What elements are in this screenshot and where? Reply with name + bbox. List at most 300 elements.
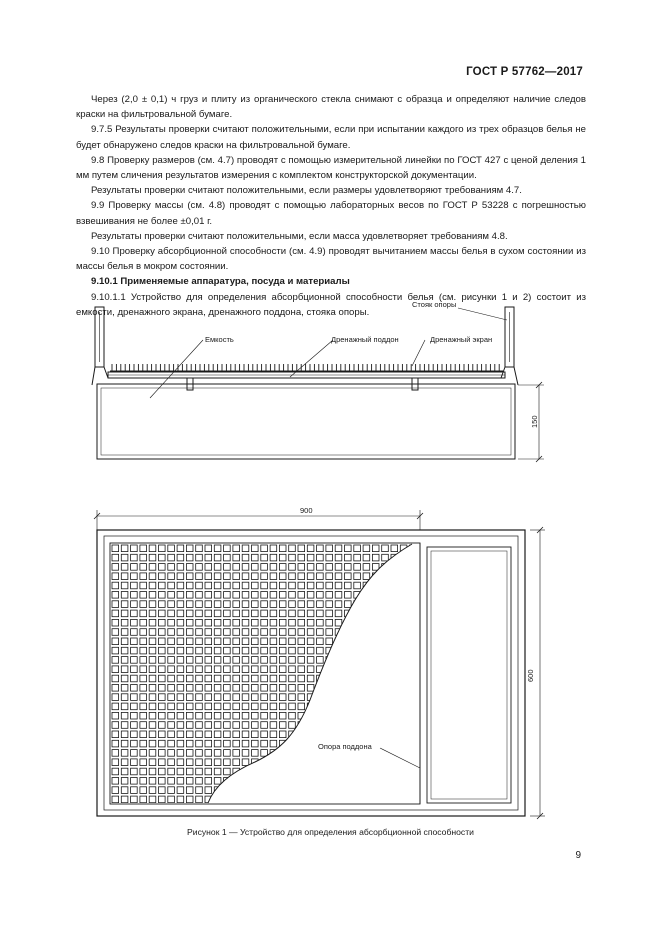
- grid-cell: [279, 610, 286, 617]
- grid-cell: [121, 759, 128, 766]
- grid-cell: [121, 564, 128, 571]
- grid-cell: [242, 787, 249, 794]
- grid-cell: [372, 554, 379, 561]
- grid-cell: [261, 796, 268, 803]
- grid-cell: [112, 545, 119, 552]
- grid-cell: [326, 582, 333, 589]
- grid-cell: [131, 750, 138, 757]
- grid-cell: [205, 712, 212, 719]
- grid-cell: [279, 592, 286, 599]
- grid-cell: [186, 629, 193, 636]
- grid-cell: [410, 647, 417, 654]
- grid-cell: [233, 685, 240, 692]
- grid-cell: [121, 787, 128, 794]
- grid-cell: [252, 768, 259, 775]
- grid-cell: [159, 768, 166, 775]
- grid-cell: [149, 703, 156, 710]
- grid-cell: [224, 564, 231, 571]
- grid-cell: [233, 759, 240, 766]
- grid-cell: [382, 629, 389, 636]
- grid-cell: [261, 787, 268, 794]
- grid-cell: [307, 610, 314, 617]
- grid-cell: [307, 666, 314, 673]
- grid-cell: [410, 750, 417, 757]
- grid-cell: [149, 750, 156, 757]
- grid-cell: [205, 703, 212, 710]
- grid-cell: [261, 685, 268, 692]
- grid-cell: [345, 666, 352, 673]
- grid-cell: [363, 712, 370, 719]
- grid-cell: [186, 610, 193, 617]
- grid-cell: [261, 712, 268, 719]
- grid-cell: [242, 554, 249, 561]
- grid-cell: [214, 601, 221, 608]
- grid-cell: [261, 750, 268, 757]
- grid-cell: [382, 592, 389, 599]
- grid-cell: [307, 796, 314, 803]
- grid-cell: [363, 601, 370, 608]
- grid-cell: [354, 545, 361, 552]
- grid-cell: [196, 778, 203, 785]
- grid-cell: [363, 703, 370, 710]
- grid-cell: [233, 647, 240, 654]
- grid-cell: [121, 573, 128, 580]
- grid-cell: [168, 685, 175, 692]
- paragraph: Через (2,0 ± 0,1) ч груз и плиту из органического стекла снимают с образца и определяют наличие следов краски на фильтровальной бумаге.: [76, 94, 586, 121]
- grid-cell: [233, 722, 240, 729]
- grid-cell: [270, 545, 277, 552]
- grid-cell: [252, 731, 259, 738]
- grid-cell: [149, 629, 156, 636]
- grid-cell: [121, 731, 128, 738]
- grid-cell: [335, 554, 342, 561]
- grid-cell: [410, 731, 417, 738]
- grid-cell: [279, 657, 286, 664]
- grid-cell: [298, 694, 305, 701]
- grid-cell: [233, 703, 240, 710]
- grid-cell: [168, 666, 175, 673]
- grid-cell: [363, 768, 370, 775]
- grid-cell: [112, 554, 119, 561]
- grid-cell: [307, 778, 314, 785]
- grid-cell: [410, 592, 417, 599]
- grid-cell: [168, 657, 175, 664]
- grid-cell: [186, 675, 193, 682]
- grid-cell: [410, 666, 417, 673]
- grid-cell: [345, 685, 352, 692]
- grid-cell: [261, 582, 268, 589]
- grid-cell: [400, 694, 407, 701]
- grid-cell: [168, 647, 175, 654]
- grid-cell: [400, 666, 407, 673]
- grid-cell: [382, 657, 389, 664]
- grid-cell: [345, 768, 352, 775]
- grid-cell: [326, 796, 333, 803]
- grid-cell: [363, 545, 370, 552]
- grid-cell: [233, 554, 240, 561]
- grid-cell: [279, 638, 286, 645]
- grid-cell: [391, 647, 398, 654]
- grid-cell: [140, 731, 147, 738]
- grid-cell: [382, 554, 389, 561]
- grid-cell: [391, 629, 398, 636]
- grid-cell: [121, 554, 128, 561]
- grid-cell: [168, 610, 175, 617]
- grid-cell: [354, 685, 361, 692]
- grid-cell: [224, 647, 231, 654]
- grid-cell: [298, 582, 305, 589]
- grid-cell: [317, 787, 324, 794]
- grid-cell: [391, 564, 398, 571]
- grid-cell: [261, 722, 268, 729]
- grid-cell: [372, 647, 379, 654]
- grid-cell: [242, 601, 249, 608]
- grid-cell: [382, 712, 389, 719]
- grid-cell: [112, 675, 119, 682]
- grid-cell: [196, 731, 203, 738]
- grid-cell: [261, 703, 268, 710]
- grid-cell: [410, 694, 417, 701]
- leader-screen: [412, 340, 425, 366]
- grid-cell: [177, 610, 184, 617]
- grid-cell: [317, 647, 324, 654]
- grid-cell: [391, 759, 398, 766]
- grid-cell: [270, 796, 277, 803]
- grid-cell: [279, 601, 286, 608]
- grid-cell: [363, 675, 370, 682]
- grid-cell: [196, 592, 203, 599]
- grid-cell: [279, 647, 286, 654]
- grid-cell: [205, 778, 212, 785]
- grid-cell: [112, 610, 119, 617]
- grid-cell: [410, 778, 417, 785]
- grid-cell: [121, 610, 128, 617]
- grid-cell: [391, 657, 398, 664]
- grid-cell: [382, 647, 389, 654]
- grid-cell: [242, 582, 249, 589]
- grid-cell: [224, 694, 231, 701]
- grid-cell: [233, 592, 240, 599]
- grid-cell: [159, 657, 166, 664]
- grid-cell: [410, 740, 417, 747]
- grid-cell: [186, 685, 193, 692]
- grid-cell: [307, 564, 314, 571]
- grid-cell: [186, 796, 193, 803]
- grid-cell: [317, 712, 324, 719]
- grid-cell: [242, 778, 249, 785]
- grid-cell: [252, 694, 259, 701]
- grid-cell: [149, 592, 156, 599]
- grid-cell: [363, 564, 370, 571]
- grid-cell: [335, 545, 342, 552]
- grid-cell: [410, 722, 417, 729]
- grid-cell: [224, 554, 231, 561]
- grid-cell: [307, 722, 314, 729]
- grid-cell: [196, 657, 203, 664]
- grid-cell: [289, 545, 296, 552]
- grid-cell: [289, 573, 296, 580]
- grid-cell: [149, 740, 156, 747]
- grid-cell: [252, 610, 259, 617]
- grid-cell: [242, 573, 249, 580]
- grid-cell: [326, 573, 333, 580]
- grid-cell: [354, 629, 361, 636]
- grid-cell: [335, 778, 342, 785]
- grid-cell: [391, 796, 398, 803]
- grid-cell: [298, 601, 305, 608]
- grid-cell: [168, 722, 175, 729]
- grid-cell: [298, 685, 305, 692]
- grid-cell: [205, 638, 212, 645]
- grid-cell: [279, 796, 286, 803]
- grid-cell: [326, 554, 333, 561]
- grid-cell: [391, 610, 398, 617]
- grid-cell: [410, 638, 417, 645]
- grid-cell: [345, 675, 352, 682]
- grid-cell: [252, 657, 259, 664]
- grid-cell: [242, 712, 249, 719]
- grid-cell: [279, 778, 286, 785]
- grid-cell: [317, 685, 324, 692]
- grid-cell: [345, 554, 352, 561]
- grid-cell: [131, 610, 138, 617]
- grid-cell: [391, 778, 398, 785]
- grid-cell: [140, 601, 147, 608]
- grid-cell: [214, 610, 221, 617]
- grid-cell: [391, 722, 398, 729]
- grid-cell: [159, 629, 166, 636]
- grid-cell: [121, 545, 128, 552]
- grid-cell: [382, 796, 389, 803]
- grid-cell: [354, 573, 361, 580]
- grid-cell: [242, 768, 249, 775]
- grid-cell: [177, 545, 184, 552]
- grid-cell: [233, 601, 240, 608]
- grid-cell: [131, 582, 138, 589]
- grid-cell: [149, 647, 156, 654]
- grid-cell: [214, 740, 221, 747]
- grid-cell: [252, 666, 259, 673]
- grid-cell: [261, 592, 268, 599]
- grid-cell: [131, 545, 138, 552]
- grid-cell: [242, 592, 249, 599]
- grid-cell: [372, 778, 379, 785]
- grid-cell: [363, 647, 370, 654]
- grid-cell: [140, 759, 147, 766]
- grid-cell: [345, 694, 352, 701]
- grid-cell: [168, 554, 175, 561]
- grid-cell: [372, 675, 379, 682]
- grid-cell: [214, 582, 221, 589]
- grid-cell: [345, 703, 352, 710]
- grid-cell: [382, 703, 389, 710]
- grid-cell: [345, 647, 352, 654]
- grid-cell: [186, 582, 193, 589]
- grid-cell: [391, 638, 398, 645]
- grid-cell: [317, 731, 324, 738]
- grid-cell: [177, 685, 184, 692]
- grid-cell: [205, 759, 212, 766]
- grid-cell: [270, 731, 277, 738]
- grid-cell: [186, 759, 193, 766]
- grid-cell: [270, 564, 277, 571]
- grid-cell: [242, 647, 249, 654]
- grid-cell: [177, 694, 184, 701]
- grid-cell: [214, 768, 221, 775]
- side-view: [92, 307, 544, 462]
- grid-cell: [159, 601, 166, 608]
- grid-cell: [279, 629, 286, 636]
- grid-cell: [261, 740, 268, 747]
- grid-cell: [224, 666, 231, 673]
- grid-cell: [140, 564, 147, 571]
- grid-cell: [298, 554, 305, 561]
- grid-cell: [233, 582, 240, 589]
- grid-cell: [289, 759, 296, 766]
- grid-cell: [382, 619, 389, 626]
- grid-cell: [289, 778, 296, 785]
- grid-cell: [252, 675, 259, 682]
- grid-cell: [140, 545, 147, 552]
- grid-cell: [410, 703, 417, 710]
- grid-cell: [354, 666, 361, 673]
- grid-cell: [279, 554, 286, 561]
- grid-cell: [345, 787, 352, 794]
- grid-cell: [298, 564, 305, 571]
- grid-cell: [196, 647, 203, 654]
- grid-cell: [307, 647, 314, 654]
- grid-cell: [363, 694, 370, 701]
- grid-cell: [400, 657, 407, 664]
- grid-cell: [298, 592, 305, 599]
- grid-cell: [382, 545, 389, 552]
- grid-cell: [177, 722, 184, 729]
- grid-cell: [196, 582, 203, 589]
- grid-cell: [400, 685, 407, 692]
- grid-cell: [112, 582, 119, 589]
- leader-container: [150, 340, 203, 398]
- grid-cell: [279, 750, 286, 757]
- grid-cell: [224, 545, 231, 552]
- grid-cell: [335, 722, 342, 729]
- grid-cell: [400, 582, 407, 589]
- grid-cell: [186, 554, 193, 561]
- grid-cell: [149, 685, 156, 692]
- grid-cell: [354, 778, 361, 785]
- grid-cell: [121, 675, 128, 682]
- paragraph: 9.10.1.1 Устройство для определения абсорбционной способности белья (см. рисунки 1 и 2) состоит из емкости, дренажного экрана, дренажного поддона, стояка опоры.: [76, 291, 586, 318]
- grid-cell: [242, 759, 249, 766]
- grid-cell: [382, 694, 389, 701]
- grid-cell: [335, 582, 342, 589]
- grid-cell: [372, 740, 379, 747]
- grid-cell: [186, 647, 193, 654]
- grid-cell: [186, 657, 193, 664]
- grid-cell: [335, 731, 342, 738]
- grid-cell: [298, 573, 305, 580]
- grid-cell: [307, 638, 314, 645]
- grid-cell: [279, 759, 286, 766]
- dim-900-text: 900: [300, 506, 313, 515]
- grid-cell: [289, 592, 296, 599]
- grid-cell: [289, 638, 296, 645]
- grid-cell: [112, 657, 119, 664]
- grid-cell: [168, 740, 175, 747]
- grid-cell: [391, 712, 398, 719]
- grid-cell: [261, 647, 268, 654]
- grid-cell: [121, 694, 128, 701]
- grid-cell: [121, 796, 128, 803]
- grid-cell: [112, 750, 119, 757]
- grid-cell: [289, 582, 296, 589]
- grid-cell: [400, 638, 407, 645]
- grid-cell: [112, 703, 119, 710]
- grid-cell: [400, 750, 407, 757]
- grid-cell: [279, 731, 286, 738]
- grid-cell: [345, 657, 352, 664]
- grid-cell: [159, 787, 166, 794]
- grid-cell: [400, 768, 407, 775]
- grid-cell: [279, 545, 286, 552]
- grid-cell: [177, 592, 184, 599]
- grid-cell: [270, 703, 277, 710]
- grid-cell: [168, 787, 175, 794]
- grid-cell: [317, 564, 324, 571]
- grid-cell: [121, 778, 128, 785]
- grid-cell: [363, 731, 370, 738]
- grid-cell: [363, 796, 370, 803]
- grid-cell: [196, 564, 203, 571]
- grid-cell: [214, 554, 221, 561]
- label-support: Опора поддона: [318, 742, 372, 751]
- grid-cell: [270, 787, 277, 794]
- grid-cell: [363, 610, 370, 617]
- grid-cell: [140, 554, 147, 561]
- outer-frame-inner: [104, 536, 518, 810]
- grid-cell: [196, 787, 203, 794]
- grid-cell: [363, 554, 370, 561]
- grid-cell: [242, 610, 249, 617]
- grid-cell: [317, 759, 324, 766]
- grid-cell: [214, 666, 221, 673]
- grid-cell: [196, 601, 203, 608]
- grid-cell: [112, 722, 119, 729]
- grid-cell: [289, 675, 296, 682]
- grid-cell: [205, 629, 212, 636]
- grid-cell: [270, 759, 277, 766]
- grid-cell: [121, 722, 128, 729]
- grid-cell: [335, 564, 342, 571]
- container-inner: [101, 388, 511, 455]
- grid-cell: [279, 573, 286, 580]
- grid-cell: [261, 564, 268, 571]
- grid-cell: [391, 675, 398, 682]
- grid-cell: [298, 778, 305, 785]
- grid-cell: [112, 647, 119, 654]
- grid-cell: [372, 601, 379, 608]
- grid-cell: [159, 685, 166, 692]
- grid-cell: [279, 619, 286, 626]
- grid-cell: [372, 768, 379, 775]
- grid-cell: [140, 666, 147, 673]
- grid-cell: [326, 685, 333, 692]
- grid-cell: [177, 759, 184, 766]
- grid-cell: [214, 722, 221, 729]
- grid-cell: [279, 703, 286, 710]
- grid-cell: [382, 601, 389, 608]
- grid-cell: [317, 601, 324, 608]
- grid-cell: [242, 619, 249, 626]
